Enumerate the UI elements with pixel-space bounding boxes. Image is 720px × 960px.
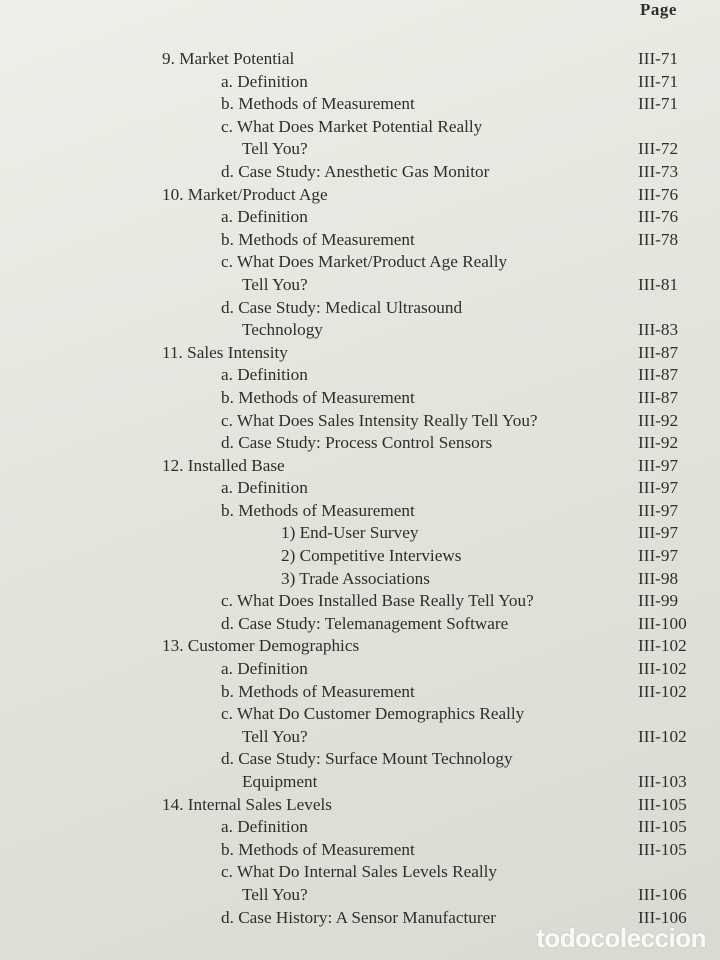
toc-entry-title: c. What Does Market Potential Really xyxy=(221,116,483,136)
toc-entry-page: III-97 xyxy=(638,478,679,498)
toc-entry-title: Technology xyxy=(242,320,323,340)
toc-entry-page: III-99 xyxy=(638,591,679,611)
toc-entry-page: III-76 xyxy=(638,184,679,204)
toc-entry-page: III-97 xyxy=(638,523,679,543)
toc-entry-title: c. What Does Installed Base Really Tell You? xyxy=(221,591,534,611)
toc-entry-title: a. Definition xyxy=(221,659,308,679)
toc-entry-page: III-105 xyxy=(638,817,687,837)
toc-entry-page: III-97 xyxy=(638,500,679,520)
toc-entry-title: d. Case History: A Sensor Manufacturer xyxy=(221,907,496,927)
toc-entry-page: III-76 xyxy=(638,207,679,227)
toc-entry xyxy=(0,545,720,568)
toc-entry xyxy=(0,116,720,139)
toc-entry-page: III-103 xyxy=(638,772,687,791)
toc-entry-page: III-102 xyxy=(638,636,687,656)
toc-entry xyxy=(0,794,720,817)
toc-entry xyxy=(0,432,720,455)
toc-entry-title: b. Methods of Measurement xyxy=(221,681,415,701)
toc-entry-page: III-73 xyxy=(638,161,679,181)
toc-entry xyxy=(0,477,720,500)
toc-entry-title: 10. Market/Product Age xyxy=(162,184,328,204)
toc-entry-page: III-106 xyxy=(638,884,687,904)
toc-entry-title: c. What Do Customer Demographics Really xyxy=(221,704,525,724)
toc-entry-page: III-102 xyxy=(638,659,687,679)
toc-entry xyxy=(0,274,720,297)
toc-entry-title: 3) Trade Associations xyxy=(281,568,430,588)
toc-entry-title: 9. Market Potential xyxy=(162,49,295,68)
toc-entry-page: III-100 xyxy=(638,613,687,633)
toc-entry xyxy=(0,455,720,478)
toc-entry-title: b. Methods of Measurement xyxy=(221,387,415,407)
toc-entry xyxy=(0,658,720,681)
toc-entry xyxy=(0,342,720,365)
toc-entry-title: 13. Customer Demographics xyxy=(162,636,360,656)
toc-entry xyxy=(0,251,720,274)
toc-entry-title: a. Definition xyxy=(221,71,308,91)
toc-entry xyxy=(0,703,720,726)
toc-entry xyxy=(0,71,720,94)
toc-entry xyxy=(0,568,720,591)
toc-entry xyxy=(0,48,720,71)
toc-entry-title: b. Methods of Measurement xyxy=(221,839,415,859)
toc-entry-title: Tell You? xyxy=(242,139,308,159)
toc-entry-title: a. Definition xyxy=(221,207,308,227)
toc-entry xyxy=(0,500,720,523)
toc-entry-title: 11. Sales Intensity xyxy=(162,342,288,362)
toc-entry-page: III-98 xyxy=(638,568,679,588)
toc-entry xyxy=(0,635,720,658)
table-of-contents xyxy=(0,48,720,929)
toc-entry xyxy=(0,206,720,229)
toc-entry-title: 1) End-User Survey xyxy=(281,523,419,543)
toc-entry-page: III-72 xyxy=(638,139,679,159)
toc-entry-page: III-102 xyxy=(638,681,687,701)
toc-entry xyxy=(0,184,720,207)
toc-entry xyxy=(0,681,720,704)
toc-entry xyxy=(0,748,720,771)
toc-entry xyxy=(0,387,720,410)
toc-entry-title: c. What Does Market/Product Age Really xyxy=(221,252,508,272)
toc-entry-page: III-105 xyxy=(638,794,687,814)
toc-entry xyxy=(0,613,720,636)
toc-entry xyxy=(0,771,720,794)
toc-entry xyxy=(0,522,720,545)
toc-entry-title: b. Methods of Measurement xyxy=(221,229,415,249)
toc-entry-page: III-87 xyxy=(638,365,679,385)
toc-entry xyxy=(0,861,720,884)
toc-entry-title: b. Methods of Measurement xyxy=(221,94,415,114)
toc-entry xyxy=(0,364,720,387)
toc-entry-title: d. Case Study: Process Control Sensors xyxy=(221,433,493,453)
toc-entry xyxy=(0,161,720,184)
toc-entry-page: III-71 xyxy=(638,49,679,68)
toc-entry-title: Tell You? xyxy=(242,884,308,904)
toc-entry-title: a. Definition xyxy=(221,817,308,837)
toc-entry-page: III-92 xyxy=(638,433,679,453)
toc-entry-title: Tell You? xyxy=(242,274,308,294)
toc-entry-page: III-92 xyxy=(638,410,679,430)
toc-entry xyxy=(0,839,720,862)
toc-entry-title: 12. Installed Base xyxy=(162,455,285,475)
toc-entry-page: III-71 xyxy=(638,94,679,114)
toc-entry-page: III-83 xyxy=(638,320,679,340)
toc-entry-page: III-102 xyxy=(638,726,687,746)
toc-entry xyxy=(0,93,720,116)
toc-entry xyxy=(0,138,720,161)
toc-entry-title: Equipment xyxy=(242,772,318,791)
toc-entry xyxy=(0,229,720,252)
toc-entry xyxy=(0,726,720,749)
toc-entry-title: b. Methods of Measurement xyxy=(221,500,415,520)
toc-entry-title: a. Definition xyxy=(221,478,308,498)
toc-entry-title: d. Case Study: Anesthetic Gas Monitor xyxy=(221,161,490,181)
watermark-logo: todocoleccion xyxy=(536,923,706,953)
toc-entry xyxy=(0,297,720,320)
toc-entry-title: 2) Competitive Interviews xyxy=(281,546,462,566)
toc-entry-title: d. Case Study: Telemanagement Software xyxy=(221,613,509,633)
toc-entry-page: III-106 xyxy=(638,907,687,927)
toc-entry-page: III-87 xyxy=(638,342,679,362)
toc-entry-page: III-97 xyxy=(638,455,679,475)
toc-entry-title: c. What Do Internal Sales Levels Really xyxy=(221,862,498,882)
toc-entry-page: III-87 xyxy=(638,387,679,407)
toc-entry xyxy=(0,590,720,613)
toc-entry xyxy=(0,816,720,839)
page-column-header: Page xyxy=(640,0,677,19)
toc-entry-page: III-105 xyxy=(638,839,687,859)
toc-entry-title: a. Definition xyxy=(221,365,308,385)
toc-entry-page: III-71 xyxy=(638,71,679,91)
toc-entry-title: d. Case Study: Surface Mount Technology xyxy=(221,749,513,769)
toc-entry-page: III-97 xyxy=(638,546,679,566)
toc-entry-title: Tell You? xyxy=(242,726,308,746)
toc-entry-title: 14. Internal Sales Levels xyxy=(162,794,332,814)
toc-entry-title: c. What Does Sales Intensity Really Tell You? xyxy=(221,410,538,430)
toc-entry xyxy=(0,884,720,907)
toc-entry xyxy=(0,319,720,342)
toc-entry-page: III-81 xyxy=(638,274,679,294)
toc-entry-title: d. Case Study: Medical Ultrasound xyxy=(221,297,463,317)
toc-entry xyxy=(0,410,720,433)
toc-entry-page: III-78 xyxy=(638,229,679,249)
